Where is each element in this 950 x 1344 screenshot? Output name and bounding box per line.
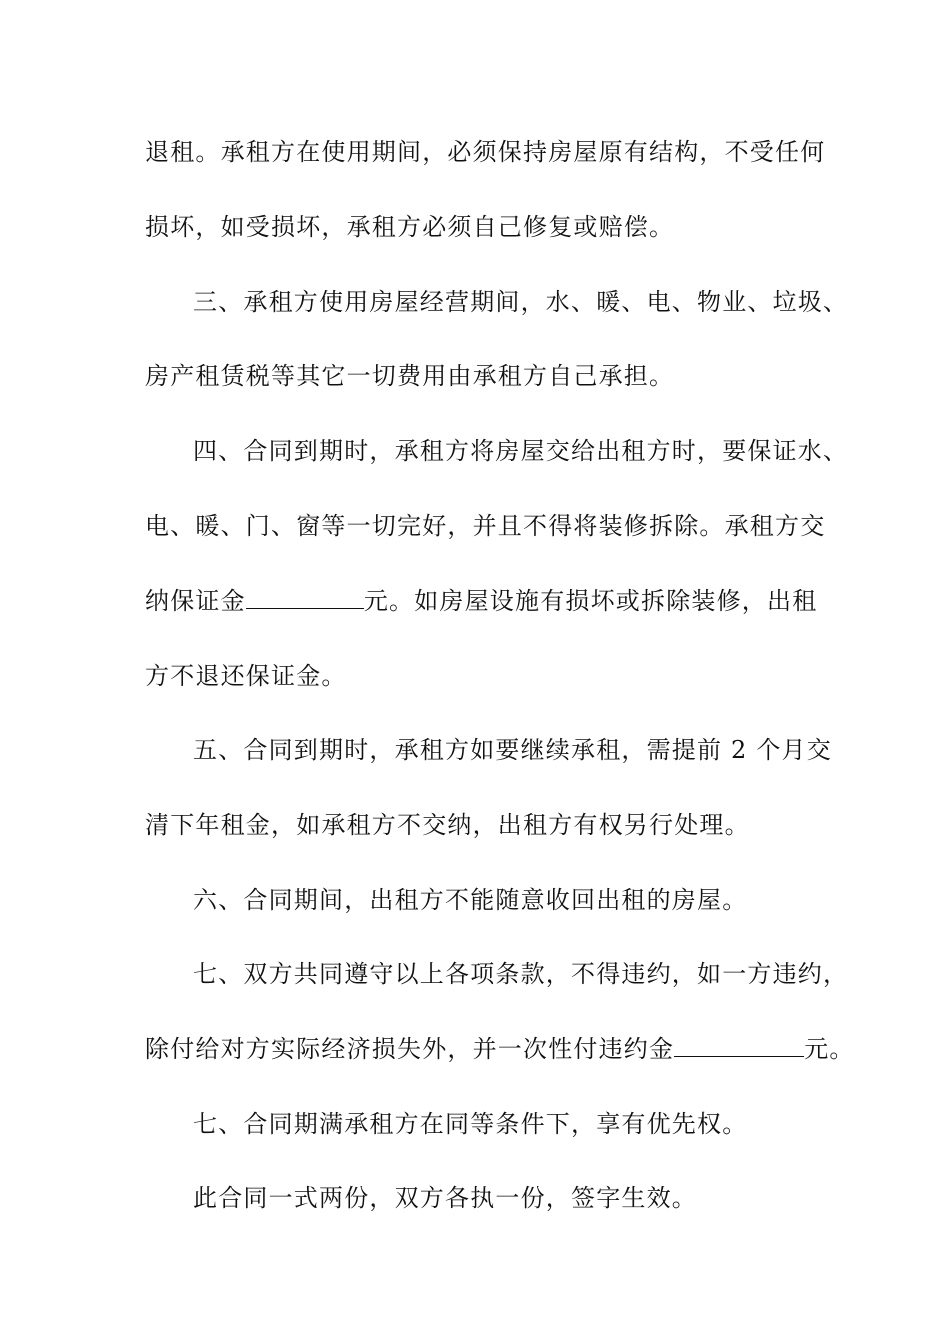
clause-3-line: 三、承租方使用房屋经营期间，水、暖、电、物业、垃圾、 — [193, 288, 849, 316]
text-segment: 除付给对方实际经济损失外，并一次性付违约金 — [145, 1035, 675, 1063]
clause-5-line: 五、合同到期时，承租方如要继续承租，需提前 2 个月交 — [193, 736, 832, 764]
text-line: 清下年租金，如承租方不交纳，出租方有权另行处理。 — [145, 811, 750, 839]
clause-7-line: 七、双方共同遵守以上各项条款，不得违约，如一方违约， — [193, 960, 849, 988]
deposit-amount-blank[interactable] — [246, 584, 364, 609]
text-segment: 元。 — [804, 1035, 855, 1063]
text-line: 损坏，如受损坏，承租方必须自己修复或赔偿。 — [145, 213, 675, 241]
text-line: 房产租赁税等其它一切费用由承租方自己承担。 — [145, 362, 675, 390]
clause-4-line: 四、合同到期时，承租方将房屋交给出租方时，要保证水、 — [193, 437, 849, 465]
penalty-line — [145, 1029, 855, 1069]
clause-6-line: 六、合同期间，出租方不能随意收回出租的房屋。 — [193, 886, 748, 914]
clause-priority-line: 七、合同期满承租方在同等条件下，享有优先权。 — [193, 1110, 748, 1138]
deposit-line — [145, 581, 835, 621]
text-segment: 纳保证金 — [145, 587, 246, 615]
penalty-amount-blank[interactable] — [674, 1032, 804, 1057]
text-line: 电、暖、门、窗等一切完好，并且不得将装修拆除。承租方交 — [145, 512, 826, 540]
text-line: 方不退还保证金。 — [145, 662, 347, 690]
text-line: 退租。承租方在使用期间，必须保持房屋原有结构，不受任何 — [145, 138, 826, 166]
closing-line: 此合同一式两份，双方各执一份，签字生效。 — [193, 1184, 697, 1212]
text-segment: 元。如房屋设施有损坏或拆除装修，出租 — [363, 587, 818, 615]
